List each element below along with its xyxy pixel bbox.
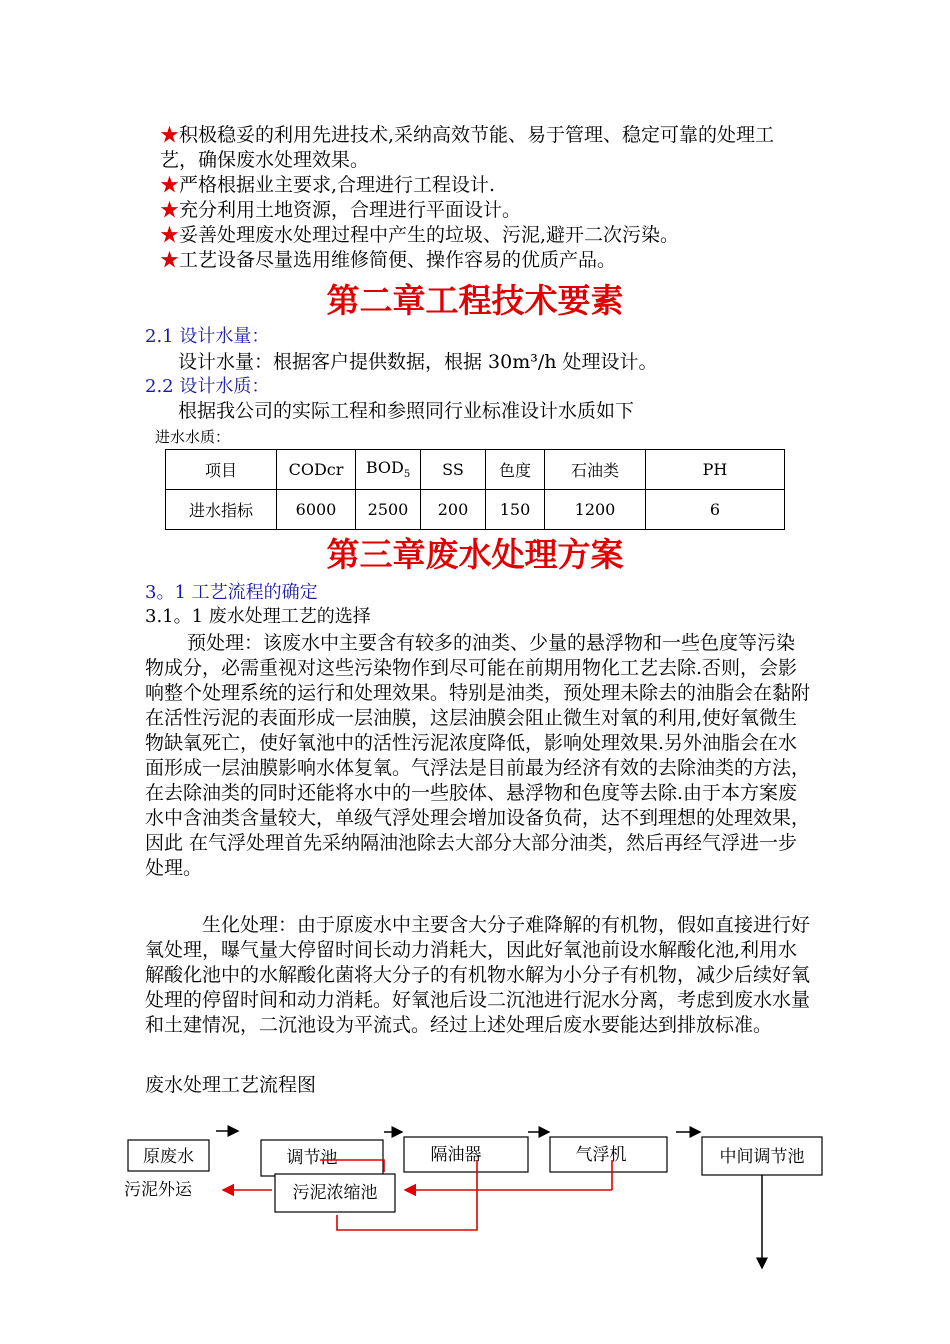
- bullet-item: ★严格根据业主要求,合理进行工程设计.: [160, 174, 496, 196]
- flow-label-sludge-out: 污泥外运: [124, 1180, 192, 1200]
- section-2-2-title: 2.2 设计水质：: [145, 376, 270, 397]
- box-equalization-tank: [261, 1140, 383, 1176]
- flow-label-raw: 原废水: [143, 1147, 194, 1167]
- header-cell: 项目: [166, 450, 277, 490]
- water-quality-table: [165, 449, 785, 530]
- header-cell: CODcr: [277, 450, 356, 490]
- principles-list: [160, 123, 810, 273]
- star-icon: ★: [160, 199, 180, 221]
- flow-label-thicken: 污泥浓缩池: [292, 1183, 378, 1203]
- value-cell: 6: [646, 490, 785, 530]
- table-row: [166, 490, 785, 530]
- flow-chart-title: 废水处理工艺流程图: [145, 1074, 317, 1096]
- process-flow-diagram: [0, 1110, 950, 1344]
- header-cell: 色度: [486, 450, 545, 490]
- flow-label-oil: 隔油器: [430, 1145, 482, 1165]
- star-icon: ★: [160, 249, 180, 271]
- value-cell: 200: [421, 490, 486, 530]
- table-caption: 进水水质：: [155, 428, 231, 446]
- value-cell: 1200: [545, 490, 646, 530]
- row-label-cell: 进水指标: [166, 490, 277, 530]
- box-raw-wastewater: [128, 1140, 209, 1171]
- value-cell: 6000: [277, 490, 356, 530]
- star-icon: ★: [160, 224, 180, 246]
- chapter-2-title: 第二章工程技术要素: [326, 281, 624, 320]
- flow-label-tank: 调节池: [286, 1148, 338, 1168]
- bullet-item: ★工艺设备尽量选用维修简便、操作容易的优质产品。: [160, 249, 617, 271]
- value-cell: 150: [486, 490, 545, 530]
- biochemical-paragraph: 生化处理：由于原废水中主要含大分子难降解的有机物，假如直接进行好氧处理，曝气量大停留时间长动力消耗大，因此好氧池前设水解酸化池,利用水解酸化池中的水解酸化菌将大分子的有机物水解为小分子有机物，减少后续好氧处理的停留时间和动力消耗。好氧池后设二沉池进行泥水分离，考虑到废水水量和土建情况，二沉池设为平流式。经过上述处理后废水要能达到排放标准。: [145, 914, 811, 1036]
- flow-label-float: 气浮机: [575, 1145, 627, 1165]
- star-icon: ★: [160, 174, 180, 196]
- section-2-1-title: 2.1 设计水量：: [145, 326, 270, 347]
- bullet-item: ★充分利用土地资源，合理进行平面设计。: [160, 199, 522, 221]
- box-oil-separator: [404, 1137, 528, 1172]
- header-cell: 石油类: [545, 450, 646, 490]
- section-3-1-title: 3。1 工艺流程的确定: [145, 582, 318, 603]
- table-header-row: [166, 450, 785, 490]
- header-cell: PH: [646, 450, 785, 490]
- section-2-1-body: 设计水量：根据客户提供数据，根据 30m³/h 处理设计。: [178, 351, 658, 373]
- section-3-1-1-title: 3.1。1 废水处理工艺的选择: [145, 606, 371, 627]
- pretreatment-paragraph: 预处理：该废水中主要含有较多的油类、少量的悬浮物和一些色度等污染物成分，必需重视对这些污染物作到尽可能在前期用物化工艺去除.否则，会影响整个处理系统的运行和处理效果。特别是油类，预处理未除去的油脂会在黏附在活性污泥的表面形成一层油膜，这层油膜会阻止微生对氧的利用,使好氧微生物缺氧死亡，使好氧池中的活性污泥浓度降低，影响处理效果.另外油脂会在水面形成一层油膜影响水体复氧。气浮法是目前最为经济有效的去除油类的方法，在去除油类的同时还能将水中的一些胶体、悬浮物和色度等去除.由于本方案废水中含油类含量较大，单级气浮处理会增加设备负荷，达不到理想的处理效果，因此 在气浮处理首先采纳隔油池除去大部分大部分油类，然后再经气浮进一步处理。: [145, 632, 811, 879]
- star-icon: ★: [160, 124, 180, 146]
- bullet-item: ★妥善处理废水处理过程中产生的垃圾、污泥,避开二次污染。: [160, 224, 680, 246]
- flow-label-mid: 中间调节池: [719, 1147, 805, 1167]
- box-intermediate-tank: [702, 1137, 822, 1175]
- header-cell: $BOD_5$: [356, 450, 421, 490]
- value-cell: 2500: [356, 490, 421, 530]
- box-air-flotation: [550, 1137, 667, 1172]
- header-cell: SS: [421, 450, 486, 490]
- chapter-3-title: 第三章废水处理方案: [326, 535, 624, 574]
- box-sludge-thickener: [275, 1174, 395, 1212]
- section-2-2-body: 根据我公司的实际工程和参照同行业标准设计水质如下: [178, 400, 635, 422]
- bullet-item: ★积极稳妥的利用先进技术,采纳高效节能、易于管理、稳定可靠的处理工艺，确保废水处理效果。: [160, 124, 775, 171]
